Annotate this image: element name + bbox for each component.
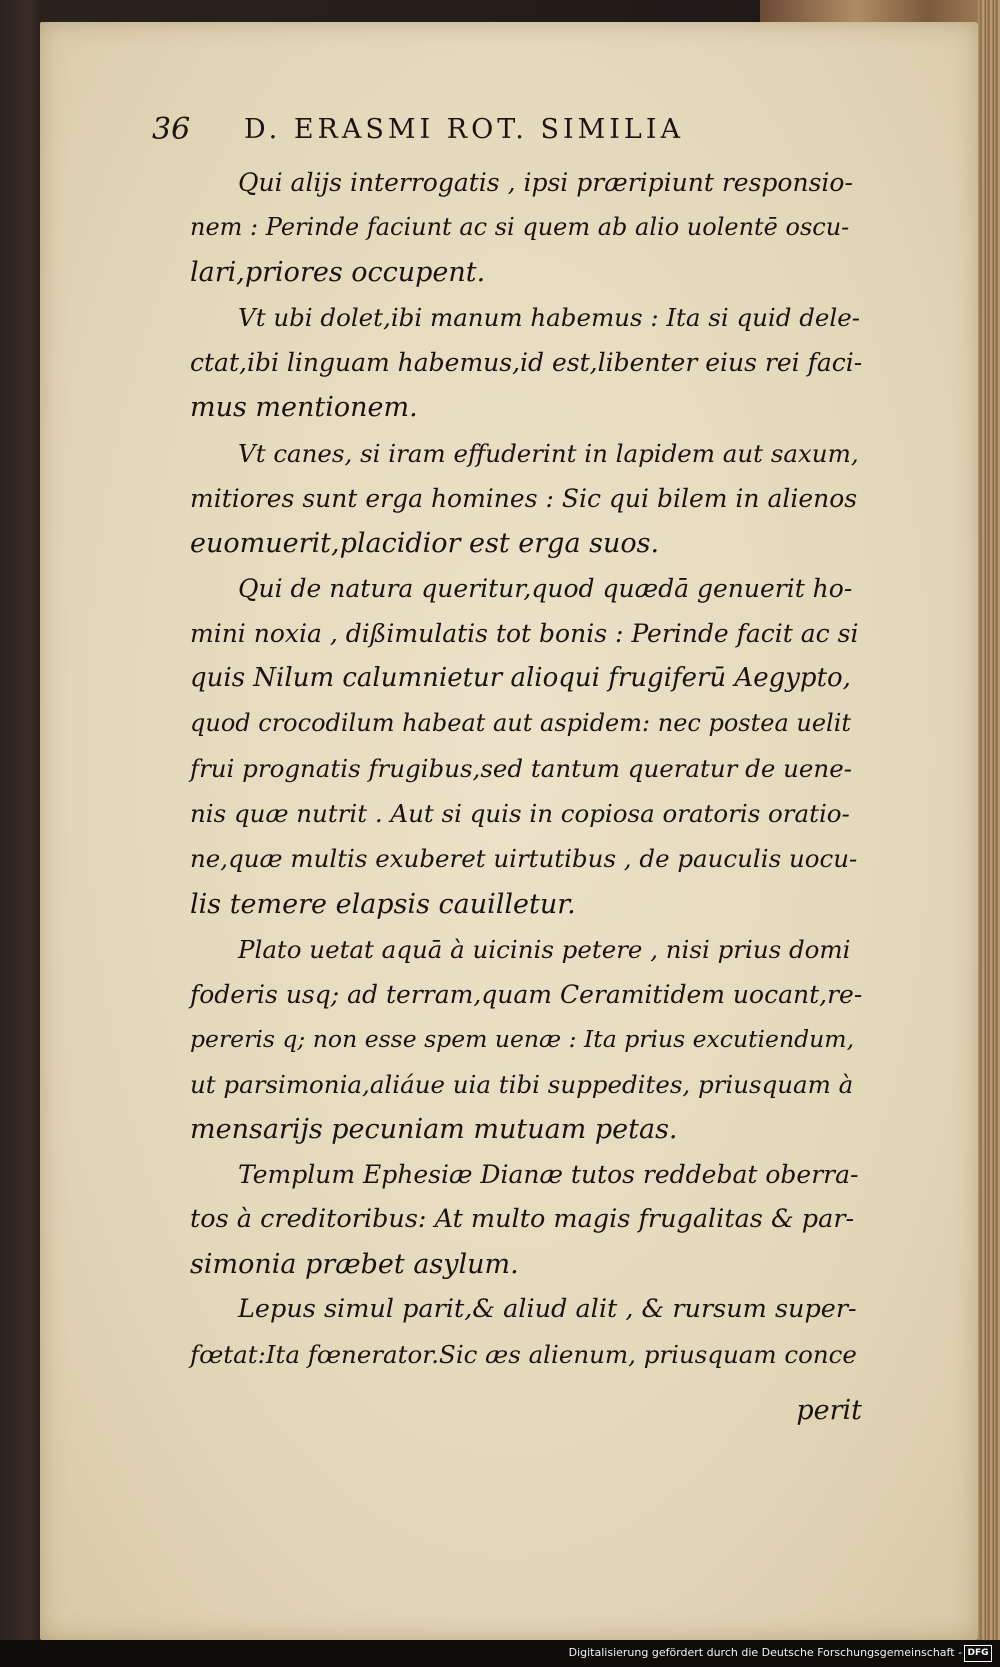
text-line: Vt ubi dolet,ibi manum habemus : Ita si quid dele- (238, 303, 861, 333)
text-line: frui prognatis frugibus,sed tantum queratur de uene- (190, 754, 852, 784)
footer-credit: Digitalisierung gefördert durch die Deutsche Forschungsgemeinschaft - (568, 1646, 962, 1659)
text-line: Plato uetat aquā à uicinis petere , nisi prius domi (238, 934, 851, 964)
body-text (190, 160, 862, 1378)
text-line: lari,priores occupent. (190, 257, 486, 289)
catchword: perit (796, 1395, 862, 1426)
text-line: mensarijs pecuniam mutuam petas. (190, 1113, 678, 1145)
text-line: tos à creditoribus: At multo magis frugalitas & par- (190, 1204, 855, 1235)
text-line: ut parsimonia,aliáue uia tibi suppedites, priusquam à (190, 1069, 854, 1099)
text-line: euomuerit,placidior est erga suos. (190, 527, 660, 559)
book-edge-top (760, 0, 1000, 22)
text-line: Vt canes, si iram effuderint in lapidem aut saxum, (238, 438, 859, 468)
text-line: mitiores sunt erga homines : Sic qui bilem in alienos (190, 483, 858, 513)
text-line: fœtat:Ita fœnerator.Sic æs alienum, priusquam conce (190, 1340, 857, 1370)
page-header (152, 112, 852, 160)
dfg-logo: DFG (964, 1645, 992, 1662)
text-line: nem : Perinde faciunt ac si quem ab alio uolentē oscu- (190, 213, 850, 242)
text-line: simonia præbet asylum. (190, 1249, 519, 1281)
text-line: quod crocodilum habeat aut aspidem: nec postea uelit (190, 709, 852, 738)
text-line: pereris q; non esse spem uenæ : Ita prius excutiendum, (190, 1024, 855, 1053)
page-number: 36 (152, 112, 191, 147)
text-line: quis Nilum calumnietur alioqui frugiferū Aegypto, (190, 663, 851, 694)
text-line: mini noxia , dißimulatis tot bonis : Perinde facit ac si (190, 618, 859, 648)
text-line: Lepus simul parit,& aliud alit , & rursum super- (238, 1294, 857, 1325)
text-line: Qui de natura queritur,quod quædā genuerit ho- (238, 573, 853, 603)
running-title: D. ERASMI ROT. SIMILIA (244, 114, 685, 145)
text-line: Templum Ephesiæ Dianæ tutos reddebat oberra- (238, 1160, 859, 1190)
text-line: mus mentionem. (190, 392, 418, 424)
book-edge-right (978, 0, 1000, 1640)
text-line: nis quæ nutrit . Aut si quis in copiosa oratoris oratio- (190, 799, 850, 829)
text-line: Qui alijs interrogatis , ipsi præripiunt responsio- (238, 168, 853, 197)
text-line: lis temere elapsis cauilletur. (190, 888, 576, 920)
text-line: ctat,ibi linguam habemus,id est,libenter eius rei faci- (190, 348, 863, 378)
text-line: ne,quæ multis exuberet uirtutibus , de pauculis uocu- (190, 844, 858, 874)
text-line: foderis usq; ad terram,quam Ceramitidem uocant,re- (190, 979, 863, 1009)
